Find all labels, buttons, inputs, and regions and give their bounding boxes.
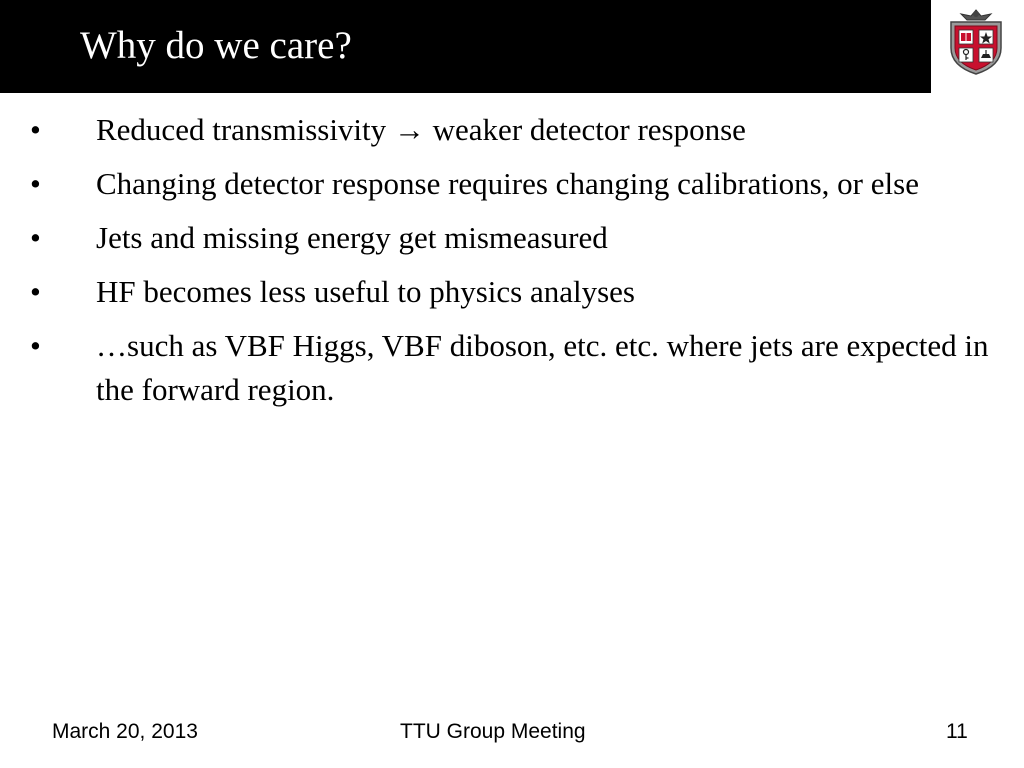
- bullet-text: Jets and missing energy get mismeasured: [96, 220, 608, 255]
- bullet-text: Changing detector response requires changing calibrations, or else: [96, 166, 919, 201]
- bullet-item: [30, 324, 990, 412]
- bullet-item: [30, 162, 990, 206]
- texas-tech-crest-icon: [945, 8, 1007, 76]
- slide-title: Why do we care?: [80, 24, 352, 67]
- page-number: 11: [946, 720, 968, 743]
- bullet-item: [30, 270, 990, 314]
- bullet-item: [30, 108, 990, 152]
- logo-container: [931, 0, 1024, 93]
- bullet-marker: •: [30, 166, 41, 201]
- bullet-list: [30, 108, 990, 422]
- bullet-marker: •: [30, 274, 41, 309]
- bullet-marker: •: [30, 220, 41, 255]
- footer-title: TTU Group Meeting: [400, 720, 586, 743]
- bullet-marker: •: [30, 112, 41, 147]
- footer-date: March 20, 2013: [52, 720, 198, 743]
- title-bar: [0, 0, 1024, 93]
- bullet-item: [30, 216, 990, 260]
- bullet-text: …such as VBF Higgs, VBF diboson, etc. etc. where jets are expected in the forward region.: [96, 328, 989, 407]
- bullet-text: Reduced transmissivity → weaker detector response: [96, 112, 746, 147]
- bullet-text: HF becomes less useful to physics analyses: [96, 274, 635, 309]
- bullet-marker: •: [30, 328, 41, 363]
